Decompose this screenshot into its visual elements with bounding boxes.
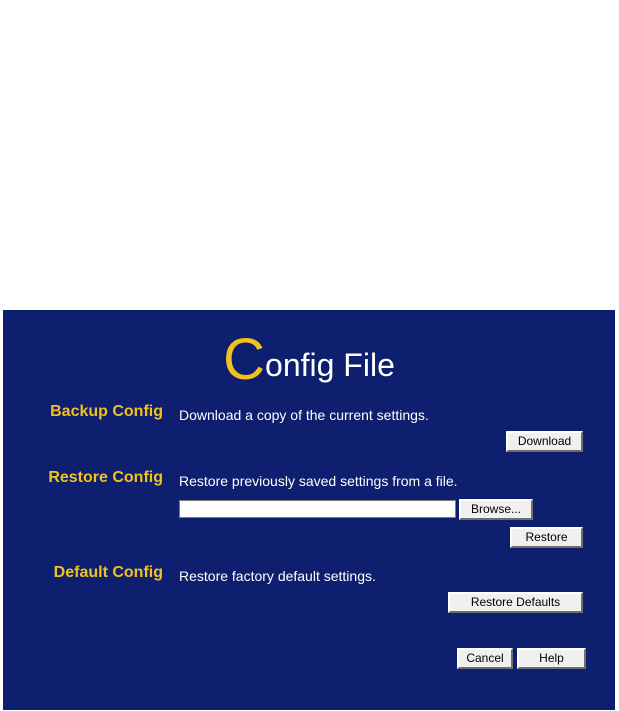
restore-config-description: Restore previously saved settings from a file. [179, 473, 458, 489]
page-title-initial: C [223, 327, 266, 392]
help-button[interactable]: Help [517, 648, 586, 669]
page-title [3, 327, 615, 395]
restore-file-input[interactable] [179, 500, 456, 518]
backup-config-label: Backup Config [50, 403, 163, 420]
download-button[interactable]: Download [506, 431, 583, 452]
restore-button[interactable]: Restore [510, 527, 583, 548]
restore-config-label: Restore Config [48, 469, 163, 486]
config-file-panel [3, 310, 615, 710]
browse-button[interactable]: Browse... [459, 499, 533, 520]
cancel-button[interactable]: Cancel [457, 648, 513, 669]
backup-config-description: Download a copy of the current settings. [179, 407, 429, 423]
default-config-label: Default Config [53, 564, 163, 581]
restore-defaults-button[interactable]: Restore Defaults [448, 592, 583, 613]
page-title-rest: onfig File [265, 347, 395, 383]
default-config-description: Restore factory default settings. [179, 568, 376, 584]
